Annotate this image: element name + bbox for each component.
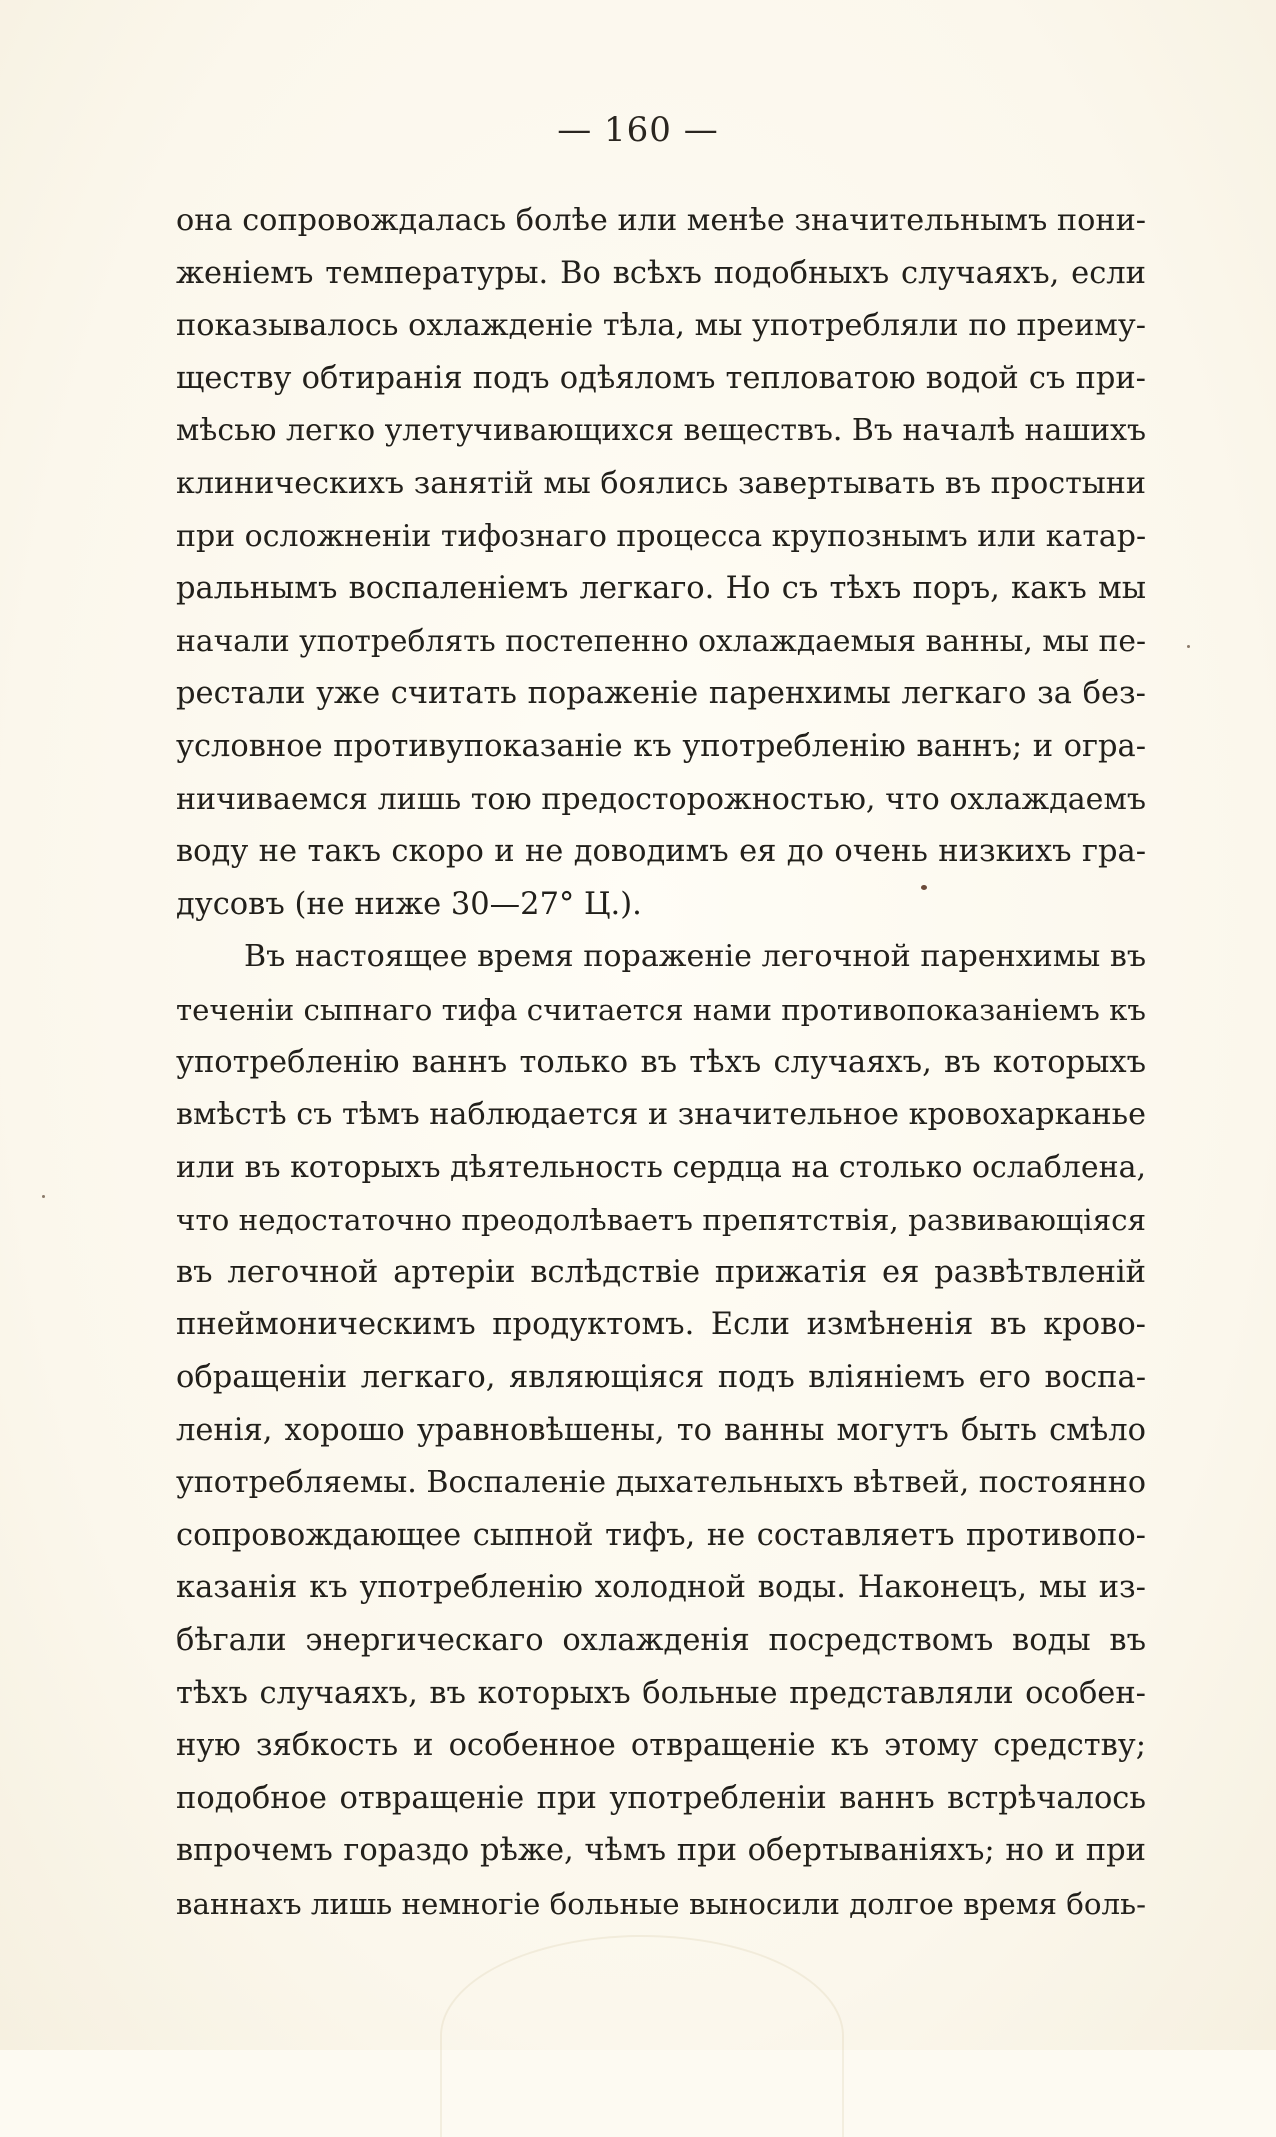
paragraph-2 [176, 931, 1146, 1930]
text-line: сопровождающее сыпной тифъ, не составляетъ противопо- [176, 1517, 1146, 1553]
text-line: ную зябкость и особенное отвращеніе къ этому средству; [176, 1728, 1146, 1764]
text-line: показывалось охлажденіе тѣла, мы употребляли по преиму- [176, 308, 1146, 344]
ink-speck [921, 885, 927, 890]
text-line: воду не такъ скоро и не доводимъ ея до очень низкихъ гра- [176, 834, 1146, 870]
text-line: или въ которыхъ дѣятельность сердца на столько ослаблена, [176, 1149, 1146, 1185]
text-line: употребляемы. Воспаленіе дыхательныхъ вѣтвей, постоянно [176, 1465, 1146, 1501]
text-line: клиническихъ занятій мы боялись завертывать въ простыни [176, 465, 1146, 501]
text-line: дусовъ (не ниже 30—27° Ц.). [176, 886, 642, 922]
text-line: вмѣстѣ съ тѣмъ наблюдается и значительное кровохарканье [176, 1097, 1146, 1133]
text-line: ленія, хорошо уравновѣшены, то ванны могутъ быть смѣло [176, 1412, 1146, 1448]
ink-speck [1187, 645, 1190, 648]
text-line: она сопровождалась болѣе или менѣе значительнымъ пони- [176, 203, 1147, 238]
page-stain [440, 1935, 844, 2137]
text-line: теченіи сыпнаго тифа считается нами противопоказаніемъ къ [176, 992, 1146, 1027]
ink-speck [42, 1195, 45, 1198]
text-line: подобное отвращеніе при употребленіи ваннъ встрѣчалось [176, 1780, 1146, 1816]
text-line: обращеніи легкаго, являющіяся подъ вліяніемъ его воспа- [176, 1360, 1146, 1396]
text-line: что недостаточно преодолѣваетъ препятствія, развивающіяся [176, 1203, 1146, 1238]
page-number: — 160 — [557, 110, 719, 150]
text-line: при осложненіи тифознаго процесса крупознымъ или катар- [176, 518, 1147, 554]
text-line: бѣгали энергическаго охлажденія посредствомъ воды въ [176, 1623, 1146, 1659]
text-line: Въ настоящее время пораженіе легочной паренхимы въ [244, 939, 1146, 975]
text-line: ваннахъ лишь немногіе больные выносили долгое время боль- [176, 1887, 1146, 1921]
text-line: ничиваемся лишь тою предосторожностью, что охлаждаемъ [176, 781, 1146, 817]
text-line: пнеймоническимъ продуктомъ. Если измѣненія въ крово- [176, 1307, 1146, 1343]
text-line: въ легочной артеріи вслѣдствіе прижатія ея развѣтвленій [176, 1254, 1146, 1290]
text-line: женіемъ температуры. Во всѣхъ подобныхъ случаяхъ, если [176, 255, 1146, 291]
text-line: ществу обтиранія подъ одѣяломъ тепловатою водой съ при- [176, 360, 1146, 396]
text-line: употребленію ваннъ только въ тѣхъ случаяхъ, въ которыхъ [176, 1044, 1146, 1080]
text-line: мѣсью легко улетучивающихся веществъ. Въ началѣ нашихъ [176, 413, 1147, 449]
text-line: казанія къ употребленію холодной воды. Наконецъ, мы из- [176, 1570, 1146, 1606]
paragraph-1 [176, 195, 1146, 931]
text-line: тѣхъ случаяхъ, въ которыхъ больные представляли особен- [176, 1675, 1146, 1711]
text-line: рестали уже считать пораженіе паренхимы легкаго за без- [176, 676, 1146, 712]
body-text [176, 195, 1146, 1931]
text-line: условное противупоказаніе къ употребленію ваннъ; и огра- [176, 728, 1146, 764]
text-line: впрочемъ гораздо рѣже, чѣмъ при обертываніяхъ; но и при [176, 1833, 1146, 1869]
text-line: ральнымъ воспаленіемъ легкаго. Но съ тѣхъ поръ, какъ мы [176, 571, 1146, 607]
text-line: начали употреблять постепенно охлаждаемыя ванны, мы пе- [176, 623, 1147, 659]
